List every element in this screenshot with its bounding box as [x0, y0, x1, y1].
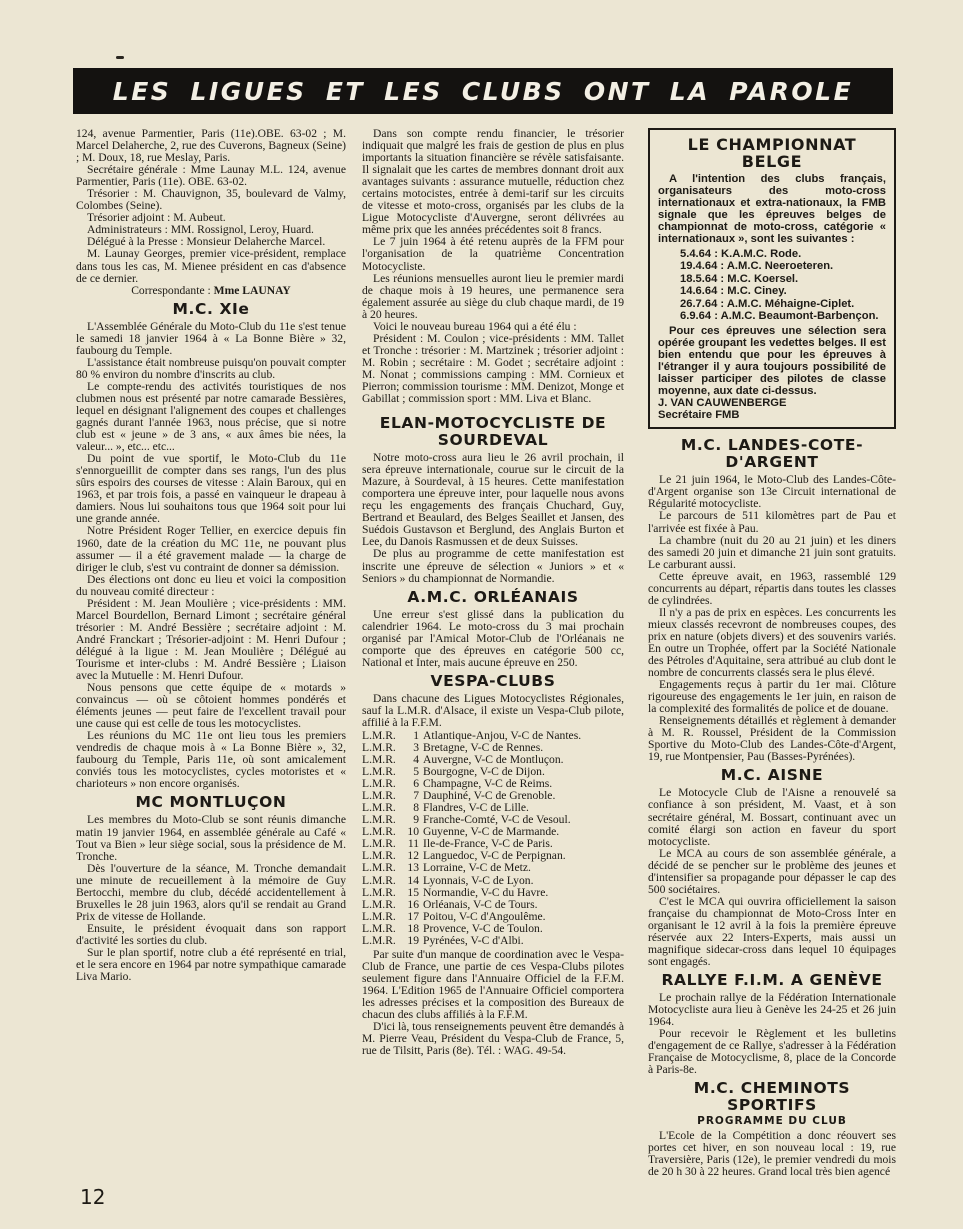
paragraph: Le 21 juin 1964, le Moto-Club des Landes-Côte-d'Argent organise son 13e Circuit international de Régularité motocycliste. — [648, 473, 896, 511]
correspondent-line — [76, 285, 346, 297]
paragraph: Engagements reçus à partir du 1er mai. Clôture rigoureuse des engagements le 1er juin, en raison de la complexité des formalités de police et de douane. — [648, 678, 896, 716]
paragraph: Renseignements détaillés et règlement à demander à M. R. Roussel, Président de la Commission Sportive du Moto-Club des Landes-Côte-d'Argent, 19, rue Montpensier, Pau (Basses-Pyrénées). — [648, 714, 896, 764]
club-entry: Ile-de-France, V-C de Paris. — [423, 837, 553, 851]
club-entry: Atlantique-Anjou, V-C de Nantes. — [423, 728, 582, 742]
paragraph: Sur le plan sportif, notre club a été représenté en trial, et le sera encore en 1964 par notre sympathique camarade Liva Mario. — [76, 946, 346, 984]
league-code: L.M.R. — [362, 728, 396, 742]
club-entry: Champagne, V-C de Reims. — [423, 777, 553, 791]
league-number: 12 — [407, 849, 419, 863]
vespa-club-item — [362, 911, 624, 923]
club-entry: Lorraine, V-C de Metz. — [423, 861, 531, 875]
ink-speck — [116, 56, 124, 59]
article-vespa — [362, 693, 624, 1057]
correspondent-label: Correspondante : — [131, 283, 214, 297]
league-number: 7 — [413, 789, 419, 803]
article-aisne — [648, 787, 896, 968]
paragraph: Trésorier adjoint : M. Aubeut. — [87, 211, 226, 225]
league-number: 19 — [407, 933, 419, 947]
paragraph: Ensuite, le président évoquait dans son rapport d'activité les sorties du club. — [76, 921, 346, 947]
calendar-entry: 18.5.64 : M.C. Koersel. — [680, 272, 799, 285]
league-code: L.M.R. — [362, 825, 396, 839]
paragraph: 124, avenue Parmentier, Paris (11e).OBE. 63-02 ; M. Marcel Delaherche, 2, rue des Cuverons, Bagneux (Seine) ; M. Doux, 18, rue Meslay, Paris. — [76, 127, 346, 165]
league-number: 9 — [413, 813, 419, 827]
signature-title: Secrétaire FMB — [658, 409, 740, 422]
intro-block — [362, 128, 624, 405]
club-entry: Pyrénées, V-C d'Albi. — [423, 933, 524, 947]
paragraph: Une erreur s'est glissé dans la publication du calendrier 1964. Le moto-cross du 3 mai prochain organisé par l'Amical Motor-Club de l'Orléanais ne comporte que des épreuves en catégorie 500 cc, National et Inter, mais aucune épreuve en 250. — [362, 607, 624, 669]
calendar-entry: 19.4.64 : A.M.C. Neeroeteren. — [680, 260, 834, 273]
article-cheminots — [648, 1130, 896, 1178]
signature-name: J. VAN CAUWENBERGE — [658, 397, 787, 410]
league-code: L.M.R. — [362, 789, 396, 803]
league-code: L.M.R. — [362, 765, 396, 779]
league-number: 6 — [413, 777, 419, 791]
paragraph: D'ici là, tous renseignements peuvent être demandés à M. Pierre Veau, Président du Vespa-Club de France, 5, rue de Tilsitt, Paris (8e). Tél. : WAG. 49-54. — [362, 1020, 624, 1058]
league-code: L.M.R. — [362, 849, 396, 863]
league-number: 14 — [407, 873, 419, 887]
paragraph: Les réunions mensuelles auront lieu le premier mardi de chaque mois à 19 heures, une permanence sera également assurée au siège du club chaque mardi, de 19 à 20 heures. — [362, 271, 624, 321]
race-calendar — [680, 248, 886, 323]
club-entry: Flandres, V-C de Lille. — [423, 801, 529, 815]
paragraph: Des élections ont donc eu lieu et voici la composition du nouveau comité directeur : — [76, 572, 346, 598]
paragraph: Dans chacune des Ligues Motocyclistes Régionales, sauf la L.M.R. d'Alsace, il existe un Vespa-Club pilote, affilié à la F.F.M. — [362, 691, 624, 729]
paragraph: Cette épreuve avait, en 1963, rassemblé 129 concurrents au départ, répartis dans toutes les classes de cylindrées. — [648, 569, 896, 607]
club-entry: Dauphiné, V-C de Grenoble. — [423, 789, 556, 803]
paragraph: Le 7 juin 1964 à été retenu auprès de la FFM pour l'organisation de la quatrième Concentration Motocycliste. — [362, 235, 624, 273]
league-code: L.M.R. — [362, 897, 396, 911]
paragraph: Les membres du Moto-Club se sont réunis dimanche matin 19 janvier 1964, en assemblée générale au Café « Tout va Bien » leur siège social, sous la présidence de M. Tronche. — [76, 813, 346, 863]
league-number: 4 — [413, 753, 419, 767]
paragraph: Notre moto-cross aura lieu le 26 avril prochain, il sera épreuve internationale, courue sur le circuit de la Mazure, à Sourdeval, à 15 heures. Cette manifestation comportera une épreuve inter, pour laquelle nous avons reçu les engagements des français Chuchard, Guy, Bertrand et Beaulard, des Belges Seaillet et Jansen, des Suédois Gustavson et Berglund, des Anglais Burton et Lee, du Danois Rasmussen et de deux Suisses. — [362, 451, 624, 549]
club-entry: Provence, V-C de Toulon. — [423, 921, 543, 935]
league-number: 3 — [413, 741, 419, 755]
article-heading-aisne: M.C. AISNE — [720, 766, 824, 785]
column-middle — [362, 128, 624, 1057]
paragraph: Président : M. Coulon ; vice-présidents : MM. Tallet et Tronche : trésorier : M. Martzinek ; trésorier adjoint : M. Robin ; secrétaire : M. Godet ; secrétaire adjoint : M. Nonat ; commissions camping : MM. Cornieux et Pierron; commission tourisme : MM. Denizot, Monge et Gabillat ; commission sport : MM. Liva et Blanc. — [362, 331, 624, 406]
article-subheading-cheminots: PROGRAMME DU CLUB — [697, 1115, 847, 1128]
column-right — [648, 128, 896, 1178]
club-entry: Poitou, V-C d'Angoulême. — [423, 909, 546, 923]
league-code: L.M.R. — [362, 921, 396, 935]
league-code: L.M.R. — [362, 801, 396, 815]
article-landes — [648, 474, 896, 763]
paragraph: Le prochain rallye de la Fédération Internationale Motocycliste aura lieu à Genève les 24-25 et 26 juin 1964. — [648, 991, 896, 1029]
article-elan — [362, 452, 624, 585]
club-entry: Lyonnais, V-C de Lyon. — [423, 873, 534, 887]
club-entry: Orléanais, V-C de Tours. — [423, 897, 538, 911]
paragraph: Trésorier : M. Chauvignon, 35, boulevard de Valmy, Colombes (Seine). — [76, 187, 346, 213]
paragraph: Notre Président Roger Tellier, en exercice depuis fin 1960, date de la création du MC 11e, ne pouvant plus assumer — il a été gravement malade — la charge de diriger le club, s'est vu contraint de donner sa démission. — [76, 524, 346, 574]
club-entry: Languedoc, V-C de Perpignan. — [423, 849, 566, 863]
club-entry: Auvergne, V-C de Montluçon. — [423, 753, 564, 767]
paragraph: Du point de vue sportif, le Moto-Club du 11e s'ennorgueillit de compter dans ses rangs, l'un des plus sûrs espoirs des courses de vitesse : Alain Baroux, qui en 1963, et par trois fois, a passé en vainqueur le drapeau à damiers. Nous lui souhaitons tous que 1964 soit pour lui une grande année. — [76, 452, 346, 526]
vespa-club-list — [362, 730, 624, 947]
paragraph: Le parcours de 511 kilomètres part de Pau et l'arrivée est fixée à Pau. — [648, 509, 896, 535]
club-entry: Franche-Comté, V-C de Vesoul. — [423, 813, 571, 827]
vespa-club-item — [362, 875, 624, 887]
article-heading-vespa: VESPA-CLUBS — [430, 671, 556, 690]
paragraph: L'assistance était nombreuse puisqu'on pouvait compter 80 % environ du nombre d'inscrits au club. — [76, 355, 346, 381]
league-number: 15 — [407, 885, 419, 899]
calendar-entry: 5.4.64 : K.A.M.C. Rode. — [680, 247, 802, 260]
league-number: 1 — [413, 728, 419, 742]
paragraph: Délégué à la Presse : Monsieur Delaherche Marcel. — [87, 235, 326, 249]
article-heading-mc11: M.C. XIe — [172, 299, 250, 318]
paragraph: Nous pensons que cette équipe de « motards » convaincus — où se côtoient hommes pondérés et éléments jeunes — peut faire de l'excellent travail pour une cause qui est celle de tous les motocyclistes. — [76, 681, 346, 731]
page-number: 12 — [80, 1185, 106, 1209]
league-number: 17 — [407, 909, 419, 923]
vespa-club-item — [362, 935, 624, 947]
paragraph: Le Motocycle Club de l'Aisne a renouvelé sa confiance à son président, M. Vaast, et à son secrétaire général, M. Bossart, continuant avec un comité élargi son action en faveur du sport motocycliste. — [648, 786, 896, 848]
vespa-club-item — [362, 862, 624, 874]
league-code: L.M.R. — [362, 837, 396, 851]
club-entry: Guyenne, V-C de Marmande. — [423, 825, 560, 839]
vespa-club-item — [362, 923, 624, 935]
paragraph: Par suite d'un manque de coordination avec le Vespa-Club de France, une partie de ces Vespa-Clubs pilotes seulement figure dans l'Annuaire Officiel de la F.F.M. 1964. L'Edition 1965 de l'Annuaire Officiel comportera les adresses précises et la composition des Bureaux de chacun des clubs affiliés à la F.F.M. — [362, 947, 624, 1022]
paragraph: Le compte-rendu des activités touristiques de nos clubmen nous est présenté par notre camarade Bessières, lequel en désignant l'alignement des coupes et challenges gagnés durant l'année 1963, nous précise, que si notre club est « jeune » de 3 ans, « aux âmes bie nées, la valeur... », etc... etc... — [76, 379, 346, 454]
league-number: 10 — [407, 825, 419, 839]
league-code: L.M.R. — [362, 885, 396, 899]
paragraph: L'Assemblée Générale du Moto-Club du 11e s'est tenue le samedi 18 janvier 1964 à « La Bonne Bière » 32, faubourg du Temple. — [76, 319, 346, 357]
vespa-club-item — [362, 899, 624, 911]
calendar-entry: 14.6.64 : M.C. Ciney. — [680, 285, 787, 298]
article-heading-belge: LE CHAMPIONNAT BELGE — [687, 135, 857, 171]
paragraph: Les réunions du MC 11e ont lieu tous les premiers vendredis de chaque mois à « La Bonne Bière », 32, faubourg du Temple, Paris 11e, où sont amicalement conviés tous les motocyclistes, cycles motoristes et « charioteurs » non encore organisés. — [76, 729, 346, 791]
paragraph: De plus au programme de cette manifestation est inscrite une épreuve de sélection « Juniors » et « Seniors » du championnat de Normandie. — [362, 547, 624, 585]
league-code: L.M.R. — [362, 861, 396, 875]
section-banner: LES LIGUES ET LES CLUBS ONT LA PAROLE — [73, 68, 893, 114]
league-number: 5 — [413, 765, 419, 779]
league-number: 16 — [407, 897, 419, 911]
article-heading-montlucon: MC MONTLUÇON — [135, 793, 287, 812]
article-heading-cheminots: M.C. CHEMINOTS SPORTIFS — [693, 1079, 851, 1115]
paragraph: M. Launay Georges, premier vice-président, remplace dans tous les cas, M. Mienee président en cas d'absence de ce dernier. — [76, 247, 346, 285]
calendar-entry: 6.9.64 : A.M.C. Beaumont-Barbençon. — [680, 310, 879, 323]
club-entry: Normandie, V-C du Havre. — [423, 885, 549, 899]
paragraph: Pour ces épreuves une sélection sera opérée groupant les vedettes belges. Il est bien entendu que pour les épreuves à l'étranger il y aura toujours possibilité de laisser participer des pilotes de classe moyenne, aux date ci-dessus. — [658, 324, 886, 398]
article-heading-landes: M.C. LANDES-COTE-D'ARGENT — [680, 436, 864, 472]
article-heading-rallye: RALLYE F.I.M. A GENÈVE — [661, 971, 883, 990]
league-code: L.M.R. — [362, 753, 396, 767]
club-entry: Bretagne, V-C de Rennes. — [423, 741, 544, 755]
paragraph: Voici le nouveau bureau 1964 qui a été élu : — [373, 319, 577, 333]
paragraph: L'Ecole de la Compétition a donc réouvert ses portes cet hiver, en son nouveau local : 19, rue Traversière, Paris (12e), le premier vendredi du mois de 20 h 30 à 22 heures. Grand local très bien agencé — [648, 1128, 896, 1178]
column-left — [76, 128, 346, 983]
paragraph: Dès l'ouverture de la séance, M. Tronche demandait une minute de recueillement à la mémoire de Guy Bertocchi, membre du club, décédé accidentellement à Bruxelles le 28 juin 1963, alors qu'il se rendait au Grand Prix de vitesse de Hollande. — [76, 861, 346, 923]
paragraph: Il n'y a pas de prix en espèces. Les concurrents les mieux classés recevront de nombreuses coupes, des prix en nature (objets divers) et des souvenirs variés. En outre un Trophée, offert par la Société Nationale des Pétroles d'Aquitaine, sera attribué au club dont le nombre de concurrents classés sera le plus élevé. — [648, 605, 896, 680]
league-code: L.M.R. — [362, 873, 396, 887]
league-number: 11 — [407, 837, 419, 851]
article-heading-amc: A.M.C. ORLÉANAIS — [407, 587, 579, 606]
league-code: L.M.R. — [362, 909, 396, 923]
league-code: L.M.R. — [362, 813, 396, 827]
article-heading-elan: ELAN-MOTOCYCLISTE DE SOURDEVAL — [379, 414, 607, 450]
paragraph: Administrateurs : MM. Rossignol, Leroy, Huard. — [87, 223, 314, 237]
paragraph: Secrétaire générale : Mme Launay M.L. 124, avenue Parmentier, Paris (11e). OBE. 63-02. — [76, 163, 346, 189]
league-number: 13 — [407, 861, 419, 875]
vespa-club-item — [362, 887, 624, 899]
article-amc — [362, 609, 624, 669]
correspondent-name: Mme LAUNAY — [213, 283, 291, 297]
article-mc11 — [76, 321, 346, 791]
league-number: 8 — [413, 801, 419, 815]
article-rallye — [648, 992, 896, 1076]
league-code: L.M.R. — [362, 741, 396, 755]
league-code: L.M.R. — [362, 777, 396, 791]
boxed-article-belge — [648, 128, 896, 429]
article-montlucon — [76, 814, 346, 983]
paragraph: C'est le MCA qui ouvrira officiellement la saison française du championnat de Moto-Cross Inter en organisant le 12 avril à la fois la première épreuve réservée aux 22 Inters-Experts, mais aussi un magnifique sidecar-cross dans lequel 10 équipages sont engagés. — [648, 894, 896, 969]
league-number: 18 — [407, 921, 419, 935]
paragraph: Dans son compte rendu financier, le trésorier indiquait que malgré les frais de gestion de plus en plus importants la situation financière se révèle satisfaisante. Il signalait que les cartes de membres donnant droit aux avantages suivants : assurance mutuelle, réduction chez certains motocistes, entrée à demi-tarif sur les circuits de vitesse et moto-cross, organisés par les clubs de la Ligue Motocycliste d'Auvergne, seront délivrées au même prix que les années précédentes soit 8 francs. — [362, 127, 624, 237]
paragraph: Pour recevoir le Règlement et les bulletins d'engagement de ce Rallye, s'adresser à la Fédération Française de Motocyclisme, 8, place de la Concorde à Paris-8e. — [648, 1027, 896, 1077]
calendar-entry: 26.7.64 : A.M.C. Méhaigne-Ciplet. — [680, 297, 855, 310]
intro-block — [76, 128, 346, 297]
paragraph: La chambre (nuit du 20 au 21 juin) et les diners des samedi 20 juin et dimanche 21 juin sont gratuits. Le carburant aussi. — [648, 533, 896, 571]
paragraph: Président : M. Jean Moulière ; vice-présidents : MM. Marcel Bourdellon, Bernard Limont ; secrétaire général trésorier : M. André Bessière ; secrétaire adjoint : M. André Franckart ; Trésorier-adjoint : M. Henri Dufour ; délégué à la ligue : M. Jean Moulière ; Délégué au Tourisme et inter-clubs : M. André Bessière ; Liaison avec la Mutuelle : M. Henri Dufour. — [76, 596, 346, 683]
club-entry: Bourgogne, V-C de Dijon. — [423, 765, 545, 779]
league-code: L.M.R. — [362, 933, 396, 947]
paragraph: Le MCA au cours de son assemblée générale, a décidé de se pencher sur le problème des jeunes et d'intensifier sa propagande pour dépasser le cap des 500 sociétaires. — [648, 846, 896, 896]
paragraph: A l'intention des clubs français, organisateurs des moto-cross internationaux et extra-nationaux, la FMB signale que les épreuves belges de championnat de moto-cross, catégorie « internationaux », sont les suivantes : — [658, 173, 886, 246]
